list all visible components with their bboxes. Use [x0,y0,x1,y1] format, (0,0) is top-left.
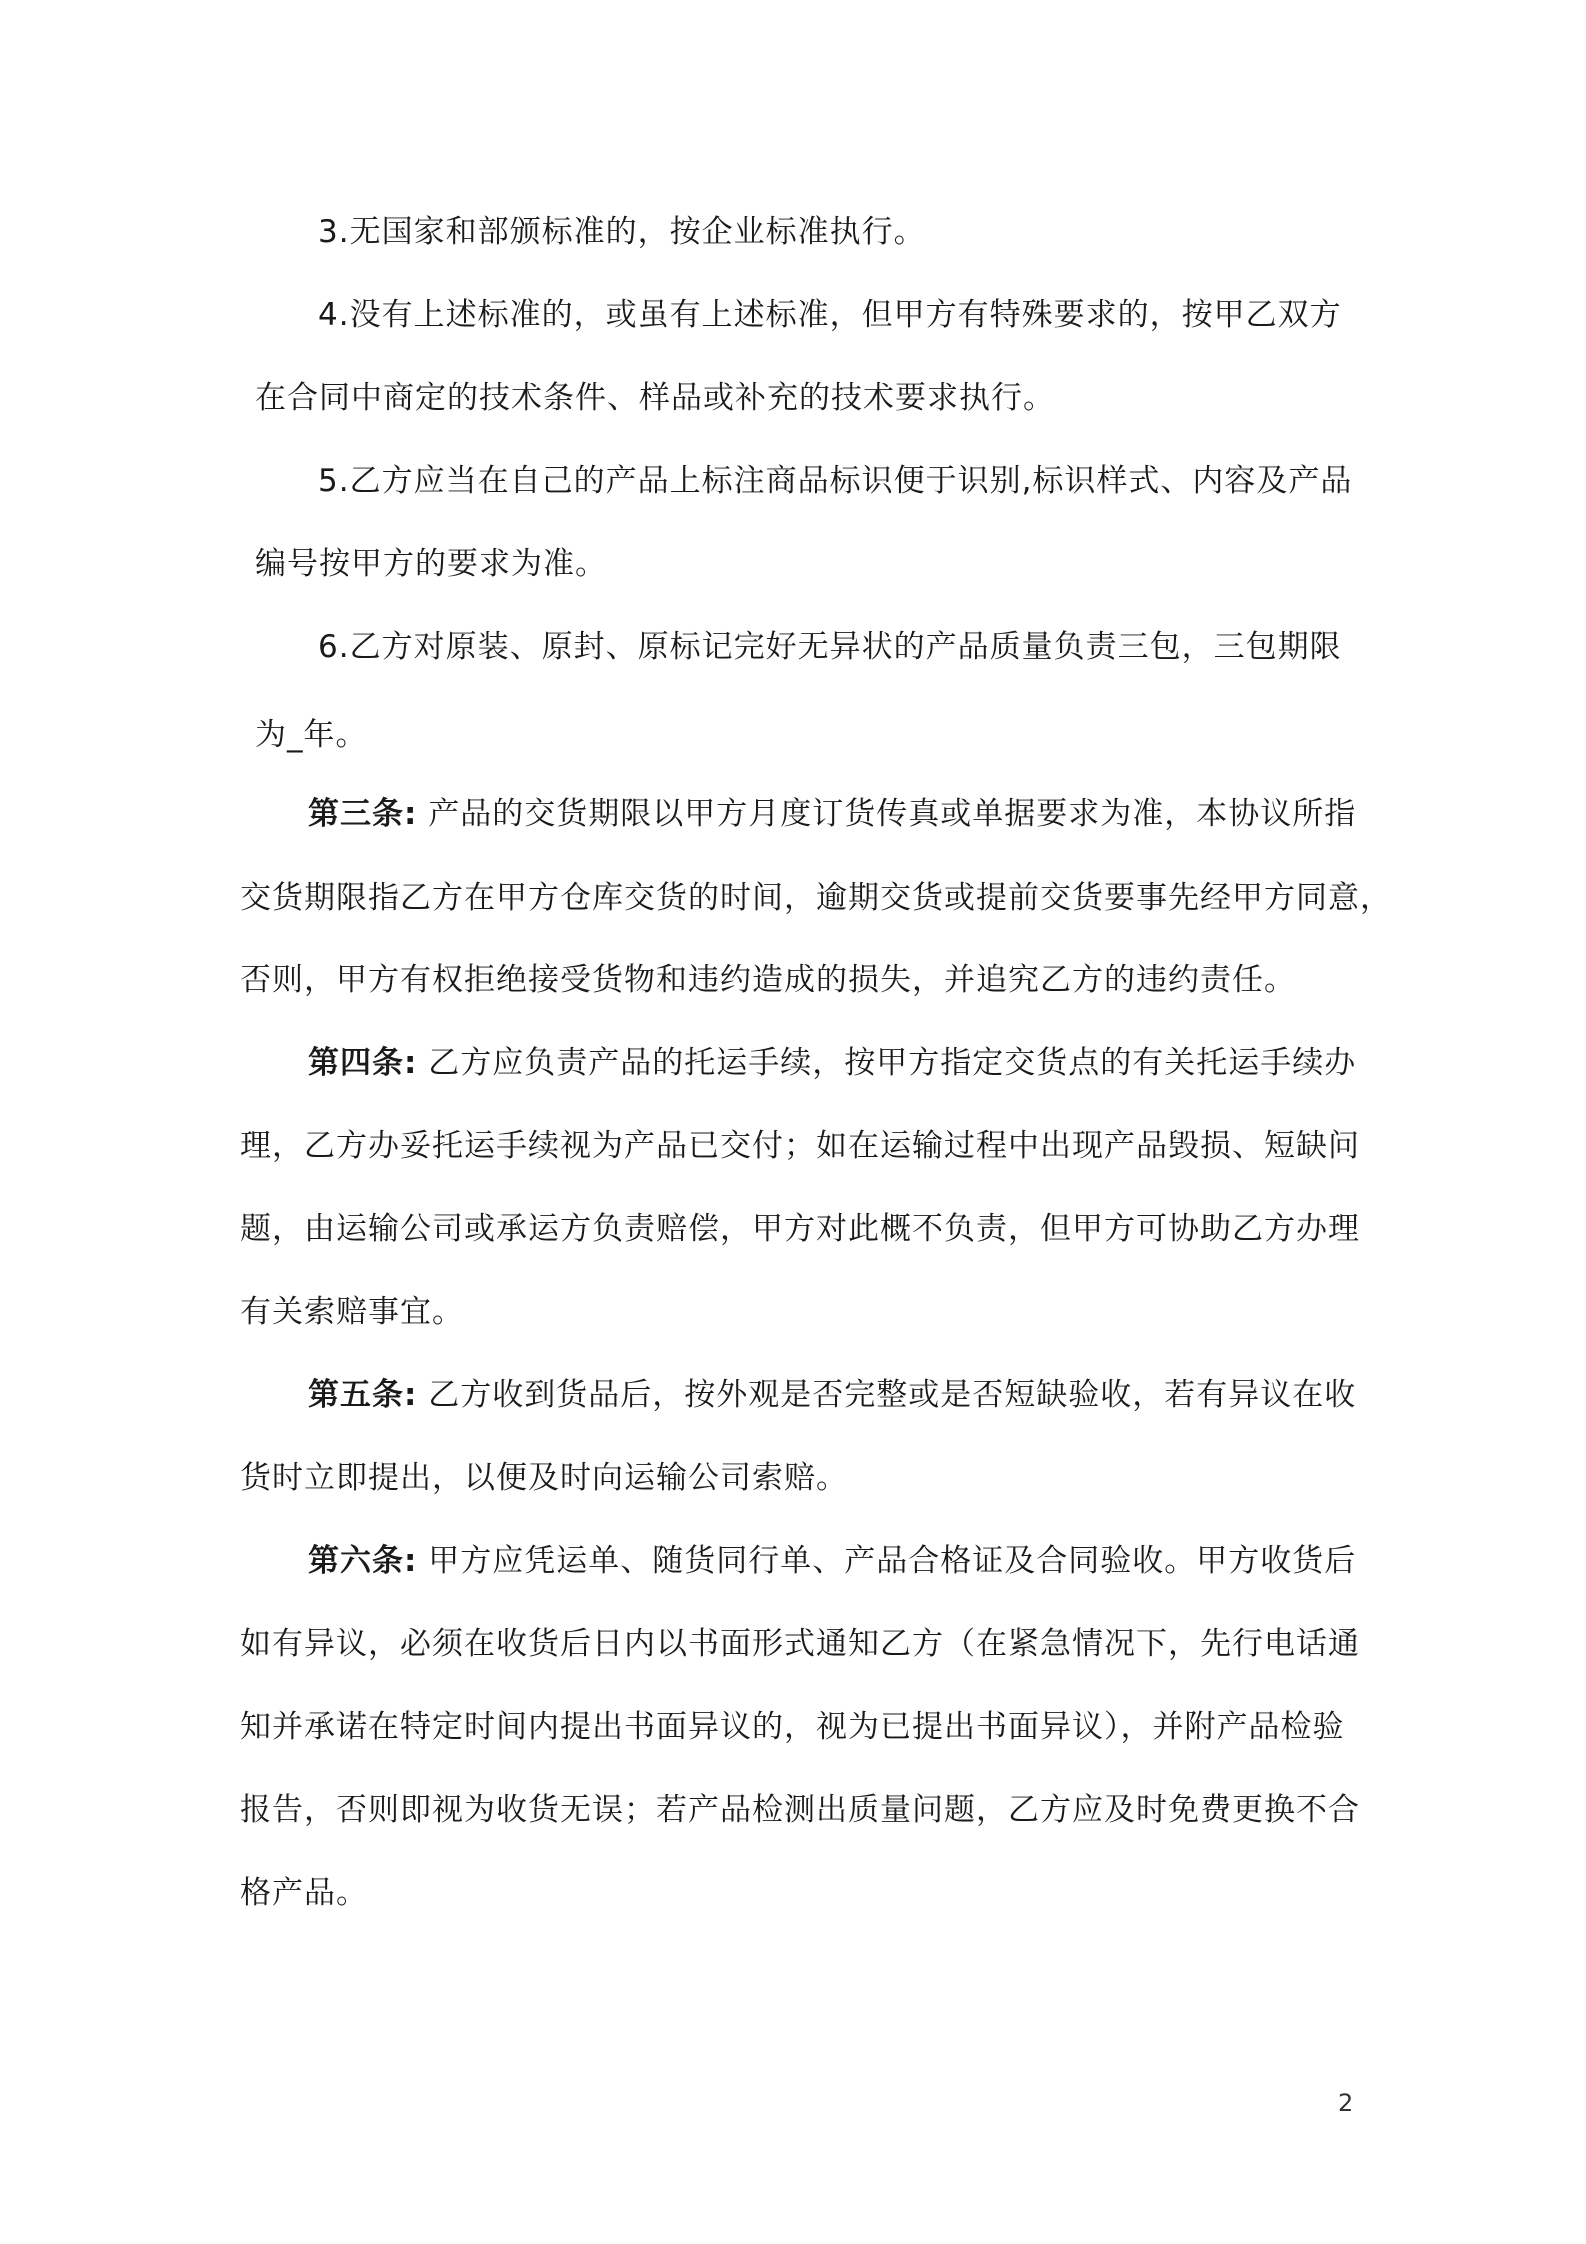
clause-line: 货时立即提出，以便及时向运输公司索赔。 [240,1460,848,1496]
clause-line: 报告，否则即视为收货无误；若产品检测出质量问题，乙方应及时免费更换不合 [240,1792,1360,1828]
article-label: 第五条: [308,1377,418,1413]
article-6-heading-line: 第六条: 甲方应凭运单、随货同行单、产品合格证及合同验收。甲方收货后 [308,1543,1357,1579]
clause-line: 知并承诺在特定时间内提出书面异议的，视为已提出书面异议），并附产品检验 [240,1709,1345,1745]
page-number: 2 [1338,2089,1354,2117]
clause-line: 交货期限指乙方在甲方仓库交货的时间，逾期交货或提前交货要事先经甲方同意， [240,880,1392,916]
clause-line: 否则，甲方有权拒绝接受货物和违约造成的损失，并追究乙方的违约责任。 [240,962,1296,998]
clause-line: 为_年。 [255,717,368,753]
clause-line: 3.无国家和部颁标准的，按企业标准执行。 [318,214,926,250]
clause-line: 5.乙方应当在自己的产品上标注商品标识便于识别,标识样式、内容及产品 [318,463,1353,499]
article-4-heading-line: 第四条: 乙方应负责产品的托运手续，按甲方指定交货点的有关托运手续办 [308,1045,1357,1081]
clause-line: 如有异议，必须在收货后日内以书面形式通知乙方（在紧急情况下，先行电话通 [240,1626,1360,1662]
article-3-heading-line: 第三条: 产品的交货期限以甲方月度订货传真或单据要求为准，本协议所指 [308,796,1357,832]
clause-line: 6.乙方对原装、原封、原标记完好无异状的产品质量负责三包，三包期限 [318,629,1342,665]
clause-line: 编号按甲方的要求为准。 [255,546,607,582]
article-label: 第三条: [308,796,418,832]
article-label: 第六条: [308,1543,418,1579]
clause-line: 题，由运输公司或承运方负责赔偿，甲方对此概不负责，但甲方可协助乙方办理 [240,1211,1360,1247]
article-label: 第四条: [308,1045,418,1081]
clause-line: 理，乙方办妥托运手续视为产品已交付；如在运输过程中出现产品毁损、短缺问 [240,1128,1360,1164]
clause-line: 格产品。 [240,1875,368,1911]
clause-line: 4.没有上述标准的，或虽有上述标准，但甲方有特殊要求的，按甲乙双方 [318,297,1342,333]
article-5-heading-line: 第五条: 乙方收到货品后，按外观是否完整或是否短缺验收，若有异议在收 [308,1377,1357,1413]
clause-line: 有关索赔事宜。 [240,1294,464,1330]
clause-line: 在合同中商定的技术条件、样品或补充的技术要求执行。 [255,380,1055,416]
